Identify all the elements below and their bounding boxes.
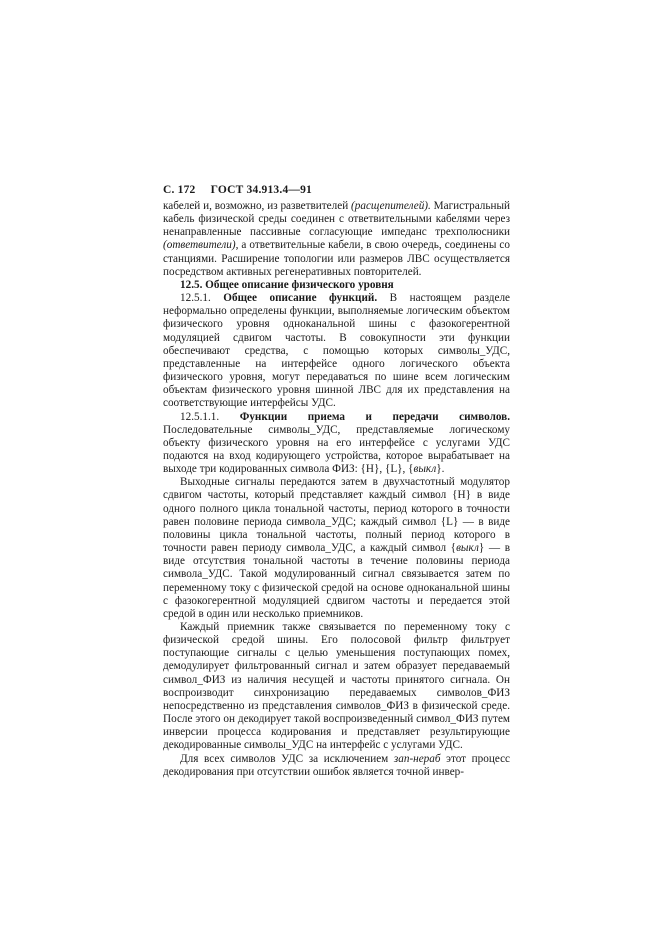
- italic-term: выкл: [456, 542, 479, 555]
- paragraph-cable-topology: [163, 200, 510, 279]
- text-span: кабелей и, возможно, из разветвителей: [163, 200, 352, 212]
- section-number: 12.5.1.: [180, 292, 211, 305]
- text-span: Выходные сигналы передаются затем в двухчастотный модулятор сдвигом частоты, который представляет каждый символ {H} в виде одного полного цикла тональной частоты, период которого в точности равен половине периода символа_УДС; каждый символ {L} — в виде половины цикла тональной частоты, полный период которого в точности равен периоду символа_УДС, а каждый символ {: [163, 476, 510, 555]
- italic-term: зап-нераб: [393, 752, 441, 765]
- standard-designation: ГОСТ 34.913.4—91: [210, 184, 313, 196]
- italic-term: выкл: [413, 463, 437, 476]
- paragraph-decoding: [163, 753, 510, 779]
- paragraph-modulator: [163, 476, 510, 621]
- text-span: этот процесс декодирования при отсутствии ошибок является точной инвер-: [163, 752, 511, 778]
- paragraph-receiver: Каждый приемник также связывается по переменному току с физической средой шины. Его полосовой фильтр фильтрует поступающие сигналы с целью уменьшения поступающих помех, демодулирует фильтрованный сигнал и затем образует передаваемый символ_ФИЗ из наличия несущей и частоты принятого сигнала. Он воспроизводит синхронизацию передаваемых символов_ФИЗ непосредственно из представления символов_ФИЗ в физической среде. После этого он декодирует такой воспроизведенный символ_ФИЗ путем инверсии процесса кодирования и представляет результирующие декодированные символы_УДС на интерфейс с услугами УДС.: [163, 621, 510, 752]
- page-header: [163, 184, 312, 196]
- text-span: Последовательные символы_УДС, представляемые логическому объекту физического уровня на его интерфейсе с услугами УДС подаются на вход кодирующего устройства, которое вырабатывает на выходе три кодированных символа ФИЗ: {H}, {L}, {: [163, 423, 510, 476]
- italic-term: (расщепителей).: [351, 200, 431, 212]
- section-heading-12-5: 12.5. Общее описание физического уровня: [180, 278, 394, 291]
- page-number: С. 172: [163, 184, 196, 196]
- text-span: Магистральный кабель физической среды соединен с ответвительными кабелями через ненаправленные пассивные согласующие импеданс трехполюсники: [163, 200, 510, 239]
- text-span: а ответвительные кабели, в свою очередь, соединены со станциями. Расширение топологии или размеров ЛВС осуществляется посредством активных регенеративных повторителей.: [163, 239, 510, 278]
- text-span: } — в виде отсутствия тональной частоты в течение половины периода символа_УДС. Такой модулированный сигнал связывается затем по переменному току с физической средой на основе одноканальной шины с фазокогерентной модуляцией сдвигом частоты и передается этой средой в один или несколько приемников.: [163, 542, 510, 620]
- section-title: Общее описание функций.: [223, 292, 378, 305]
- text-span: Для всех символов УДС за исключением: [180, 752, 394, 765]
- section-title: Функции приема и передачи символов.: [239, 410, 511, 423]
- section-12-5-1: [163, 292, 510, 410]
- document-body: [163, 200, 510, 779]
- italic-term: (ответвители),: [163, 239, 239, 252]
- section-number: 12.5.1.1.: [180, 410, 220, 423]
- text-span: В настоящем разделе неформально определены функции, выполняемые логическим объектом физического уровня одноканальной шины с фазокогерентной модуляцией сдвигом частоты. В совокупности эти функции обеспечивают средства, с помощью которых символы_УДС, представленные на интерфейсе одного логического объекта физического уровня, могут передаваться по шине всем логическим объектам физического уровня шинной ЛВС для их представления на соответствующие интерфейсы УДС.: [163, 292, 511, 410]
- text-span: }.: [436, 463, 445, 476]
- section-12-5-1-1: [163, 411, 510, 477]
